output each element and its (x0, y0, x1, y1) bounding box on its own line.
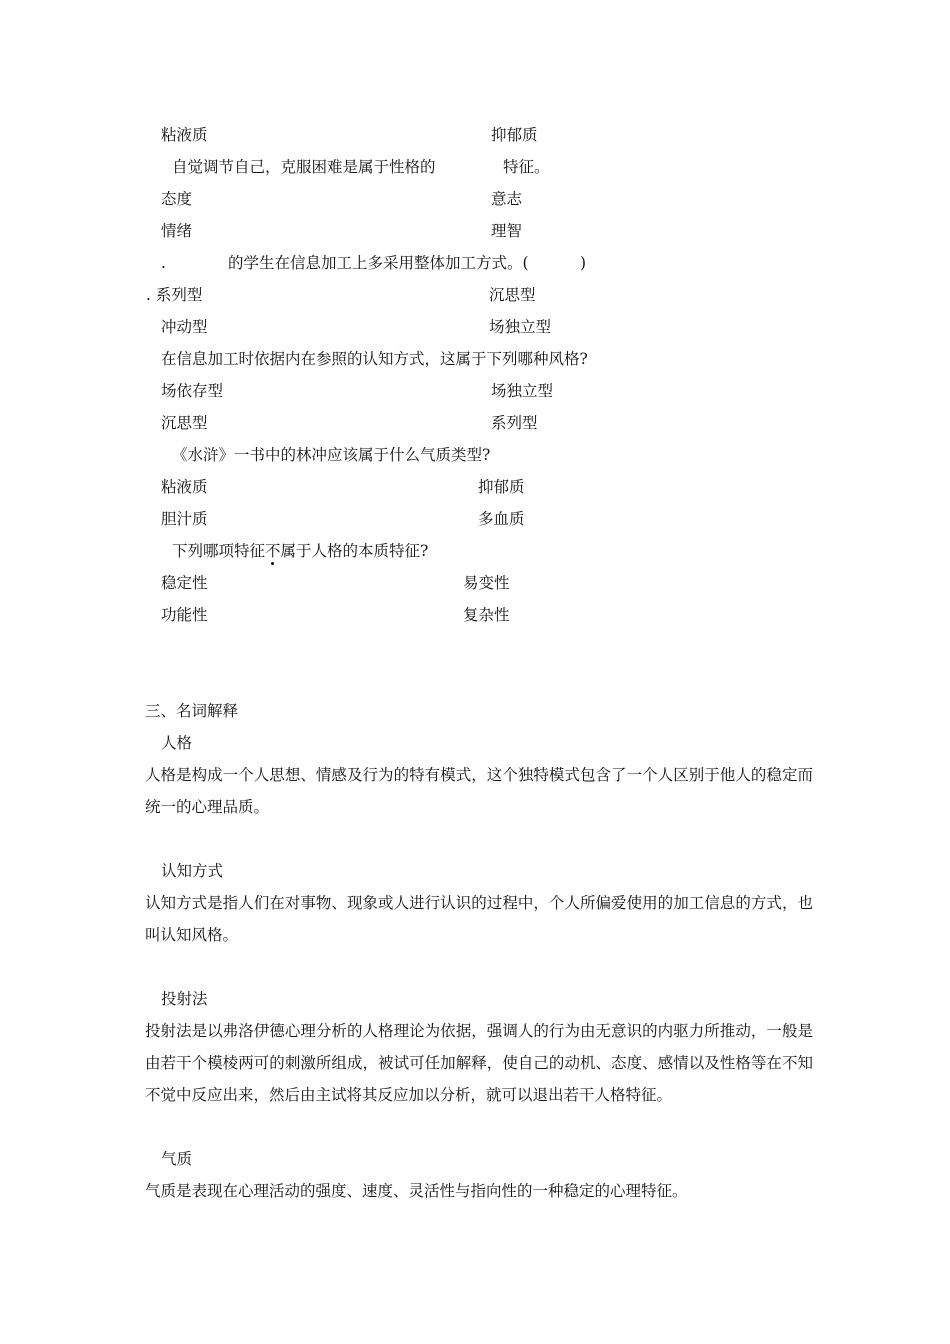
option-c: 胆汁质 (161, 510, 208, 528)
option-a: . 系列型 (146, 286, 203, 304)
question-stem (172, 541, 428, 561)
option-a: 场依存型 (161, 382, 224, 400)
option-d: 多血质 (478, 510, 525, 528)
question-stem: 的学生在信息加工上多采用整体加工方式。( (228, 254, 529, 272)
option-a: 粘液质 (161, 126, 208, 144)
section-heading: 三、名词解释 (145, 702, 239, 720)
term-title: 人格 (161, 734, 193, 752)
option-d: 理智 (491, 222, 523, 240)
option-d: 场独立型 (489, 318, 552, 336)
option-d: 复杂性 (463, 606, 510, 624)
question-stem-end: 特征。 (503, 158, 550, 176)
question-number: . (161, 254, 166, 272)
term-definition: 认知方式是指人们在对事物、现象或人进行认识的过程中，个人所偏爱使用的加工信息的方式，也叫认知风格。 (145, 894, 813, 944)
option-b: 意志 (491, 190, 523, 208)
option-c: 情绪 (161, 222, 193, 240)
term-definition: 投射法是以弗洛伊德心理分析的人格理论为依据，强调人的行为由无意识的内驱力所推动，一般是由若干个模棱两可的刺激所组成，被试可任加解释，使自己的动机、态度、感情以及性格等在不知不觉中反应出来，然后由主试将其反应加以分析，就可以退出若干人格特征。 (145, 1022, 813, 1104)
term-title: 认知方式 (161, 862, 224, 880)
option-c: 功能性 (161, 606, 208, 624)
stem-part: 下列哪项特征 (172, 542, 266, 560)
option-c: 沉思型 (161, 414, 208, 432)
option-b: 沉思型 (489, 286, 536, 304)
option-b: 场独立型 (491, 382, 554, 400)
option-b: 易变性 (463, 574, 510, 592)
question-stem: 在信息加工时依据内在参照的认知方式，这属于下列哪种风格? (161, 350, 588, 368)
option-a: 稳定性 (161, 574, 208, 592)
option-a: 粘液质 (161, 478, 208, 496)
emphasis-mark: 不 (265, 542, 281, 560)
term-definition: 气质是表现在心理活动的强度、速度、灵活性与指向性的一种稳定的心理特征。 (145, 1182, 688, 1200)
question-bracket-close: ) (580, 254, 587, 272)
option-b: 抑郁质 (478, 478, 525, 496)
option-c: 冲动型 (161, 318, 208, 336)
term-definition: 人格是构成一个人思想、情感及行为的特有模式，这个独特模式包含了一个人区别于他人的稳定而统一的心理品质。 (145, 766, 813, 816)
option-a: 态度 (161, 190, 193, 208)
stem-part: 属于人格的本质特征? (280, 542, 429, 560)
term-title: 投射法 (161, 990, 208, 1008)
question-stem: 自觉调节自己，克服困难是属于性格的 (172, 158, 436, 176)
term-title: 气质 (161, 1150, 193, 1168)
option-d: 系列型 (491, 414, 538, 432)
question-stem: 《水浒》一书中的林冲应该属于什么气质类型? (172, 446, 491, 464)
option-b: 抑郁质 (491, 126, 538, 144)
